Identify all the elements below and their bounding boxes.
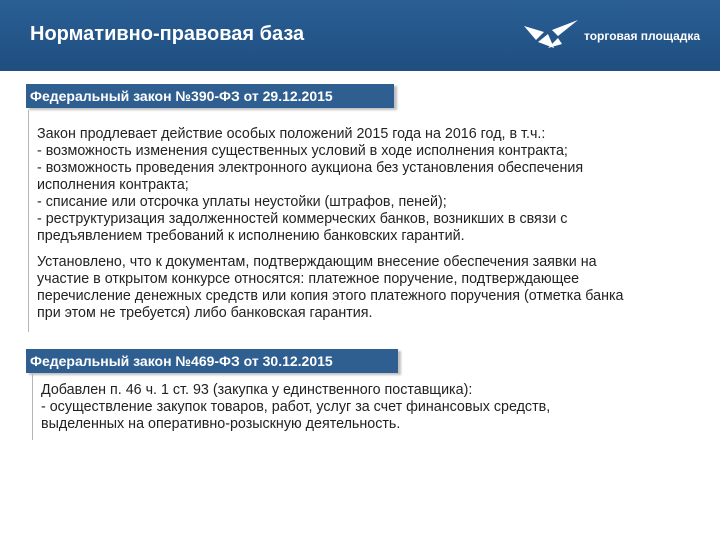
law-390-line: - возможность проведения электронного аукциона без установления обеспечения xyxy=(37,160,584,176)
trading-platform-logo xyxy=(522,18,712,58)
law-390-line: - возможность изменения существенных условий в ходе исполнения контракта; xyxy=(37,143,568,159)
law-469-changes xyxy=(41,374,701,433)
law-390-note-line: перечисление денежных средств или копия этого платежного поручения (отметка банка xyxy=(37,288,624,304)
law-390-line: - реструктуризация задолженностей коммерческих банков, возникших в связи с xyxy=(37,211,568,227)
law-390-content xyxy=(28,110,697,332)
law-390-note-line: при этом не требуется) либо банковская гарантия. xyxy=(37,305,373,321)
law-390-guarantee-note xyxy=(37,254,697,322)
law-390-line: предъявлением требований к исполнению банковских гарантий. xyxy=(37,228,465,244)
law-390-note-line: участие в открытом конкурсе относятся: платежное поручение, подтверждающее xyxy=(37,271,580,287)
law-469-line: - осуществление закупок товаров, работ, услуг за счет финансовых средств, xyxy=(41,399,551,415)
law-390-line: - списание или отсрочка уплаты неустойки (штрафов, пеней); xyxy=(37,194,447,210)
law-390-banner: Федеральный закон №390-ФЗ от 29.12.2015 xyxy=(26,84,394,108)
bird-logo-icon xyxy=(522,18,580,58)
page-title: Нормативно-правовая база xyxy=(30,23,305,45)
law-469-content xyxy=(32,374,701,440)
law-390-changes xyxy=(37,110,697,245)
law-390-note-line: Установлено, что к документам, подтверждающим внесение обеспечения заявки на xyxy=(37,254,597,270)
law-390-line: исполнения контракта; xyxy=(37,177,189,193)
law-469-line: выделенных на оперативно-розыскную деятельность. xyxy=(41,416,401,432)
header-bar xyxy=(0,0,720,71)
law-469-banner: Федеральный закон №469-ФЗ от 30.12.2015 xyxy=(26,349,398,373)
law-390-line: Закон продлевает действие особых положений 2015 года на 2016 год, в т.ч.: xyxy=(37,126,546,142)
logo-text: торговая площадка xyxy=(584,29,701,43)
law-469-line: Добавлен п. 46 ч. 1 ст. 93 (закупка у единственного поставщика): xyxy=(41,382,473,398)
